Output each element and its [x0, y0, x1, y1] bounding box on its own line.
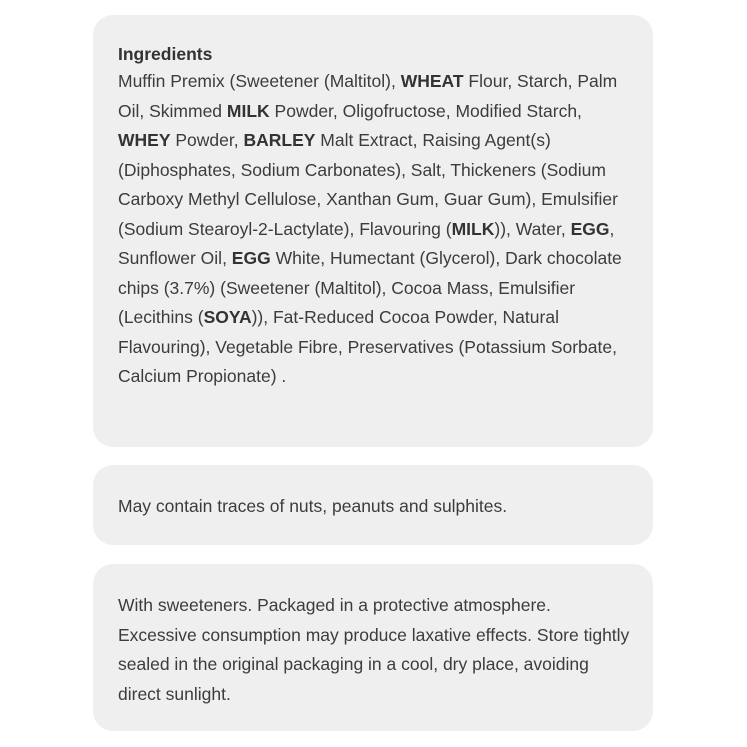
ingredient-segment: Malt Extract, Raising Agent(s) (Diphosphates, Sodium Carbonates), Salt, Thickeners (Sodium Carboxy Methyl Cellulose, Xanthan Gum, Guar Gum), Emulsifier (Sodium Stearoyl-2-Lactylate), Flavouring (	[118, 130, 618, 239]
allergen-milk: MILK	[451, 218, 495, 239]
ingredient-segment: )), Fat-Reduced Cocoa Powder, Natural Flavouring), Vegetable Fibre, Preservatives (Potassium Sorbate, Calcium Propionate) .	[118, 307, 617, 386]
allergen-barley: BARLEY	[243, 130, 316, 150]
allergen-soya: SOYA	[203, 307, 252, 327]
ingredient-segment: Powder,	[170, 130, 244, 150]
ingredient-segment: Flour, Starch, Palm Oil, Skimmed	[118, 71, 618, 121]
ingredient-segment: Muffin Premix (Sweetener (Maltitol),	[118, 71, 401, 91]
ingredients-card	[93, 15, 653, 447]
ingredients-heading: Ingredients	[118, 44, 213, 64]
allergen-wheat: WHEAT	[400, 71, 464, 91]
ingredient-segment: White, Humectant (Glycerol), Dark chocolate chips (3.7%) (Sweetener (Maltitol), Cocoa Mass, Emulsifier (Lecithins (	[118, 248, 622, 327]
allergen-milk: MILK	[226, 100, 270, 121]
ingredient-segment: , Sunflower Oil,	[118, 218, 615, 268]
allergen-traces-card	[93, 465, 653, 545]
allergen-whey: WHEY	[118, 130, 171, 150]
allergen-egg: EGG	[570, 218, 610, 239]
allergen-egg: EGG	[231, 248, 271, 268]
ingredients-list	[118, 67, 631, 392]
storage-notes-card	[93, 564, 653, 731]
ingredient-segment: Powder, Oligofructose, Modified Starch,	[269, 100, 582, 121]
storage-notes: With sweeteners. Packaged in a protective atmosphere. Excessive consumption may produce laxative effects. Store tightly sealed in the original packaging in a cool, dry place, avoiding direct sunlight.	[118, 595, 630, 704]
ingredient-segment: )), Water,	[494, 218, 571, 239]
traces-warning: May contain traces of nuts, peanuts and sulphites.	[118, 496, 508, 516]
